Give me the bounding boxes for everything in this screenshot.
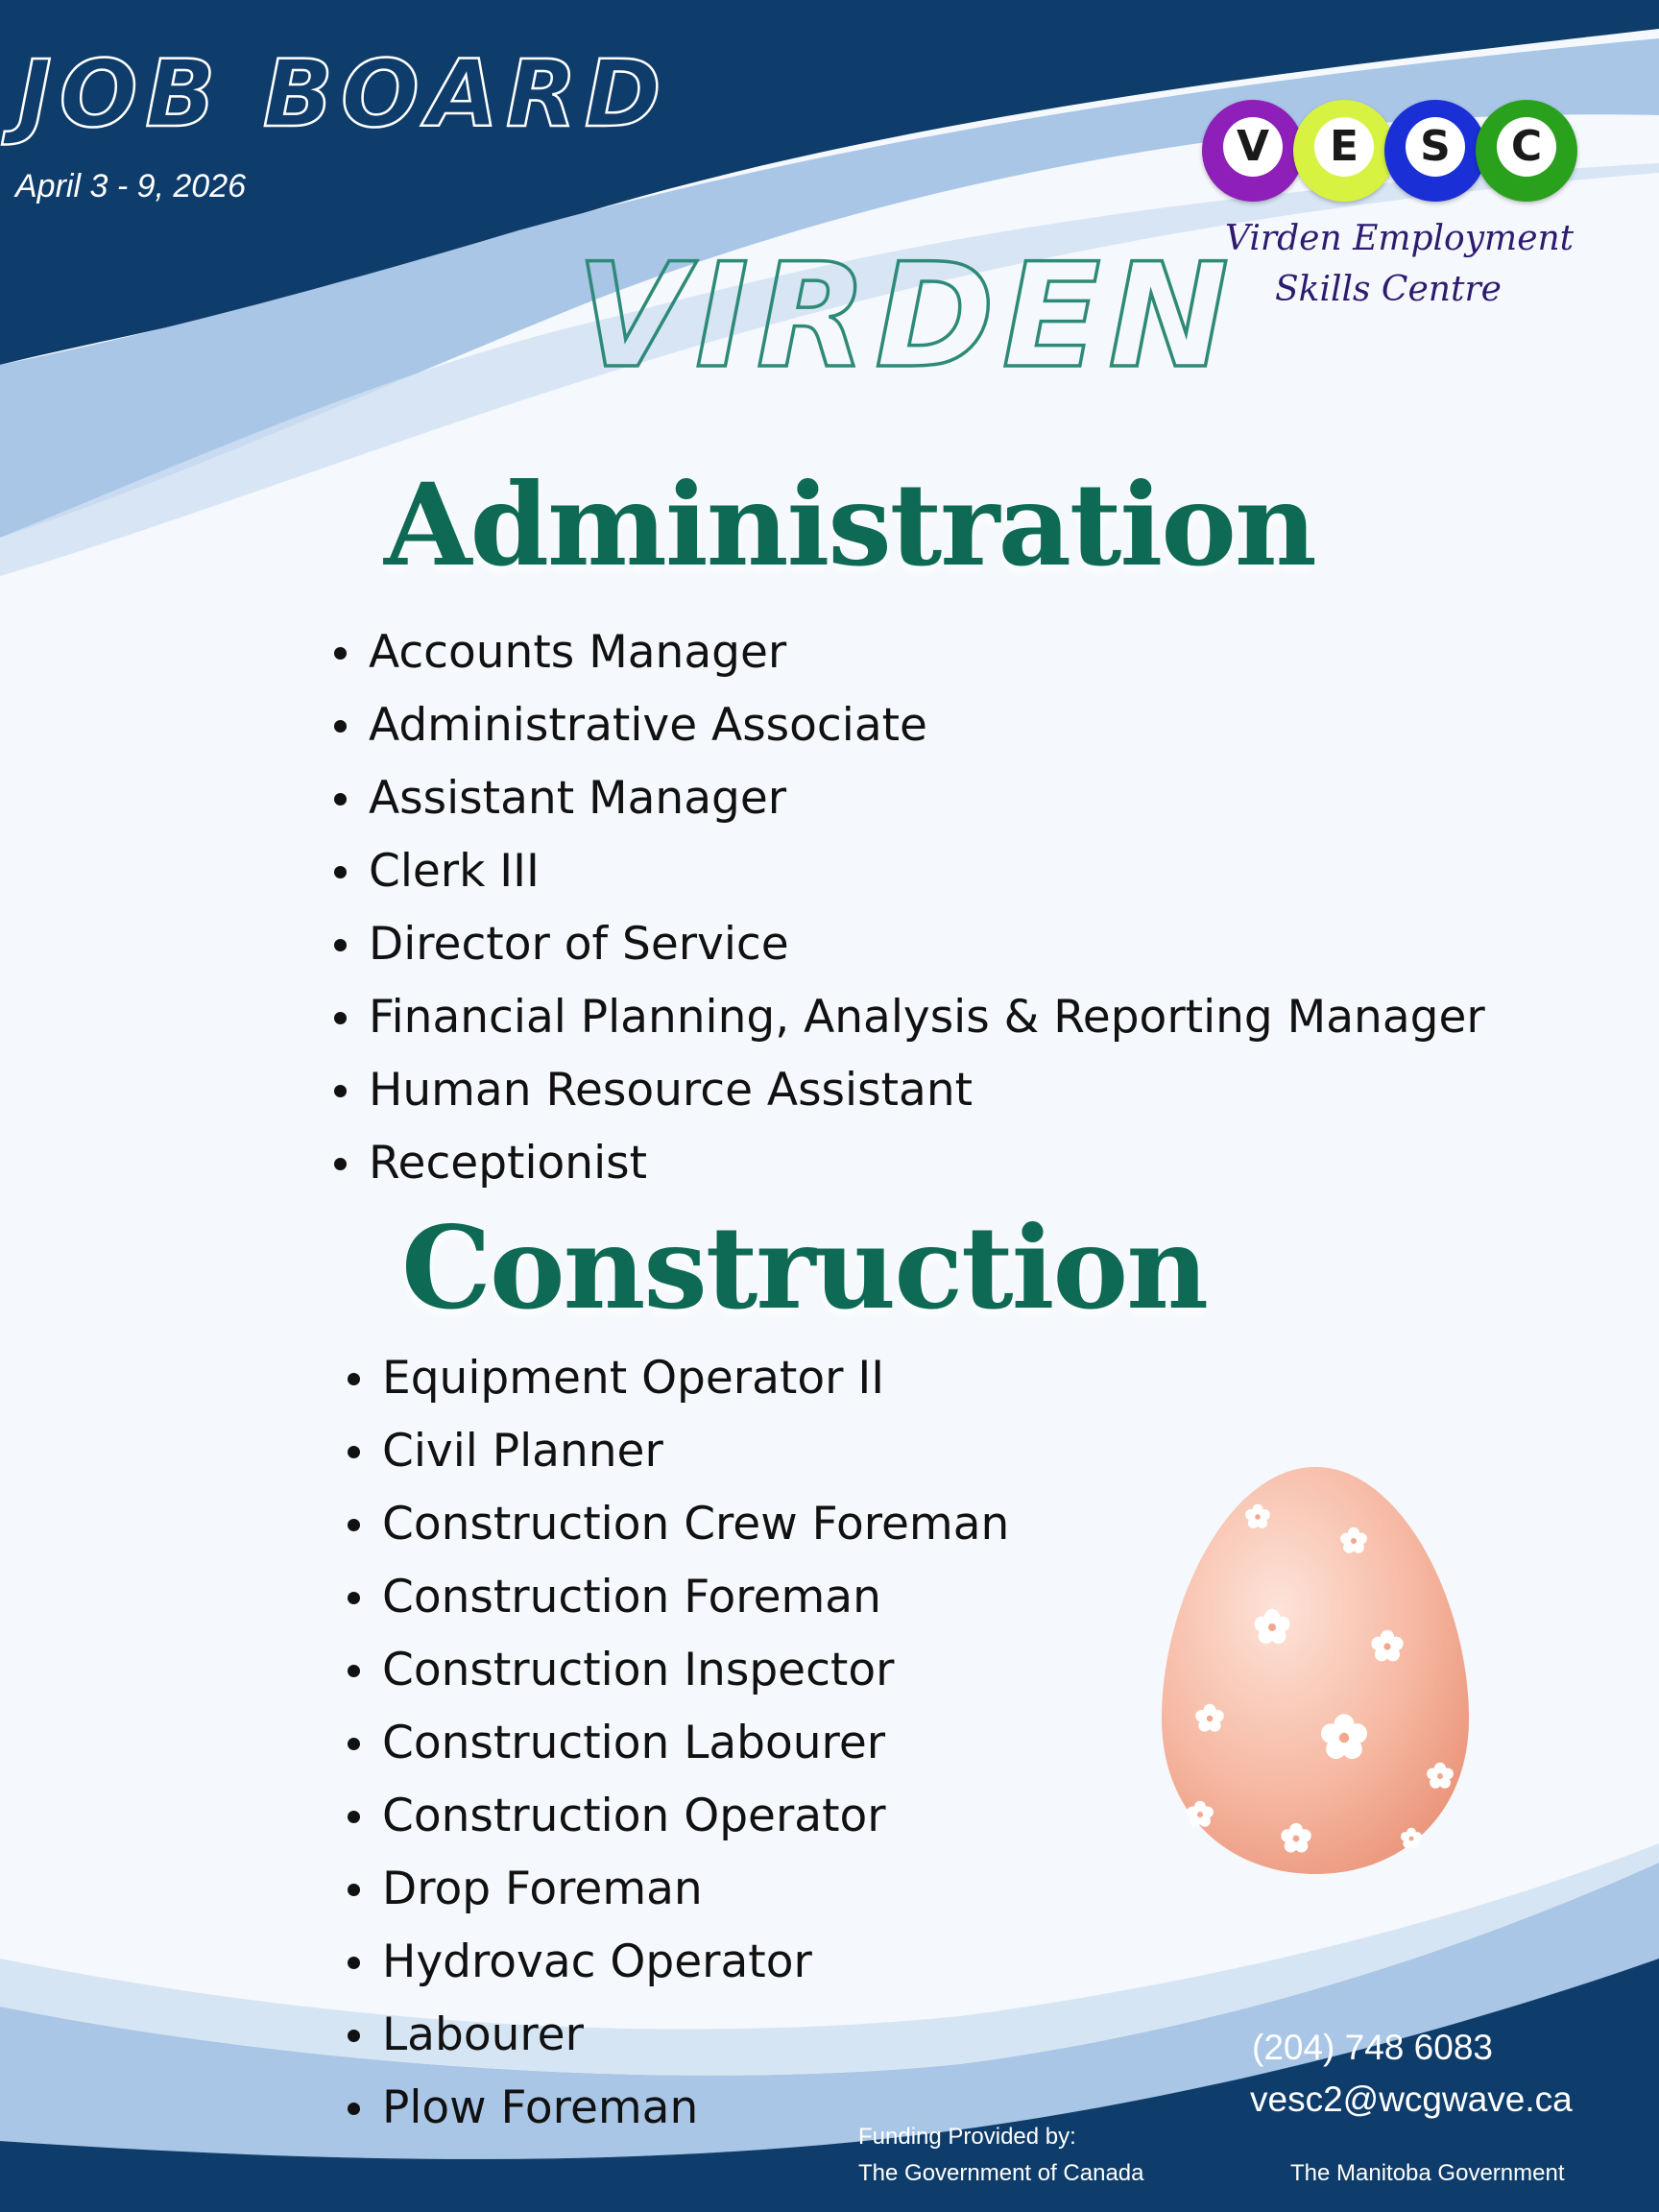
funder-canada: The Government of Canada [858, 2160, 1144, 2186]
logo-circle-c [1476, 100, 1577, 202]
job-item: Hydrovac Operator [344, 1926, 1009, 1999]
job-item: Plow Foreman [344, 2072, 1009, 2145]
logo-circle-e [1293, 100, 1395, 202]
job-item: Construction Inspector [344, 1634, 1009, 1707]
job-item: Equipment Operator II [344, 1342, 1009, 1415]
section-title-administration: Administration [384, 458, 1315, 591]
job-item: Accounts Manager [330, 616, 1485, 689]
job-item: Construction Crew Foreman [344, 1488, 1009, 1561]
job-item: Civil Planner [344, 1415, 1009, 1488]
contact-email[interactable]: vesc2@wcgwave.ca [1250, 2080, 1573, 2119]
section-title-construction: Construction [401, 1201, 1207, 1334]
job-item: Financial Planning, Analysis & Reporting Manager [330, 981, 1485, 1054]
logo-letter: V [1223, 117, 1283, 177]
logo-circles [1202, 100, 1586, 205]
job-item: Drop Foreman [344, 1853, 1009, 1926]
job-item: Assistant Manager [330, 762, 1485, 835]
date-range: April 3 - 9, 2026 [15, 168, 247, 204]
vesc-logo [1198, 92, 1582, 332]
logo-name-line1: Virden Employment [1225, 219, 1575, 258]
job-item: Director of Service [330, 908, 1485, 981]
logo-letter: C [1497, 117, 1556, 177]
job-item: Clerk III [330, 835, 1485, 908]
job-item: Construction Foreman [344, 1561, 1009, 1634]
contact-phone[interactable]: (204) 748 6083 [1252, 2028, 1493, 2067]
logo-letter: E [1314, 117, 1374, 177]
funding-label: Funding Provided by: [858, 2124, 1076, 2150]
easter-egg-icon [1152, 1459, 1479, 1882]
logo-name-line2: Skills Centre [1275, 270, 1502, 309]
job-item: Labourer [344, 1999, 1009, 2072]
logo-letter: S [1406, 117, 1465, 177]
job-item: Construction Labourer [344, 1707, 1009, 1780]
job-item: Human Resource Assistant [330, 1054, 1485, 1127]
construction-job-list [344, 1342, 1009, 2145]
job-board-title: JOB BOARD [17, 40, 669, 148]
logo-circle-s [1384, 100, 1486, 202]
job-item: Receptionist [330, 1127, 1485, 1200]
city-title: VIRDEN [576, 233, 1237, 400]
funder-manitoba: The Manitoba Government [1290, 2160, 1565, 2186]
job-item: Construction Operator [344, 1780, 1009, 1853]
administration-job-list [330, 616, 1485, 1200]
logo-circle-v [1202, 100, 1304, 202]
job-item: Administrative Associate [330, 689, 1485, 762]
